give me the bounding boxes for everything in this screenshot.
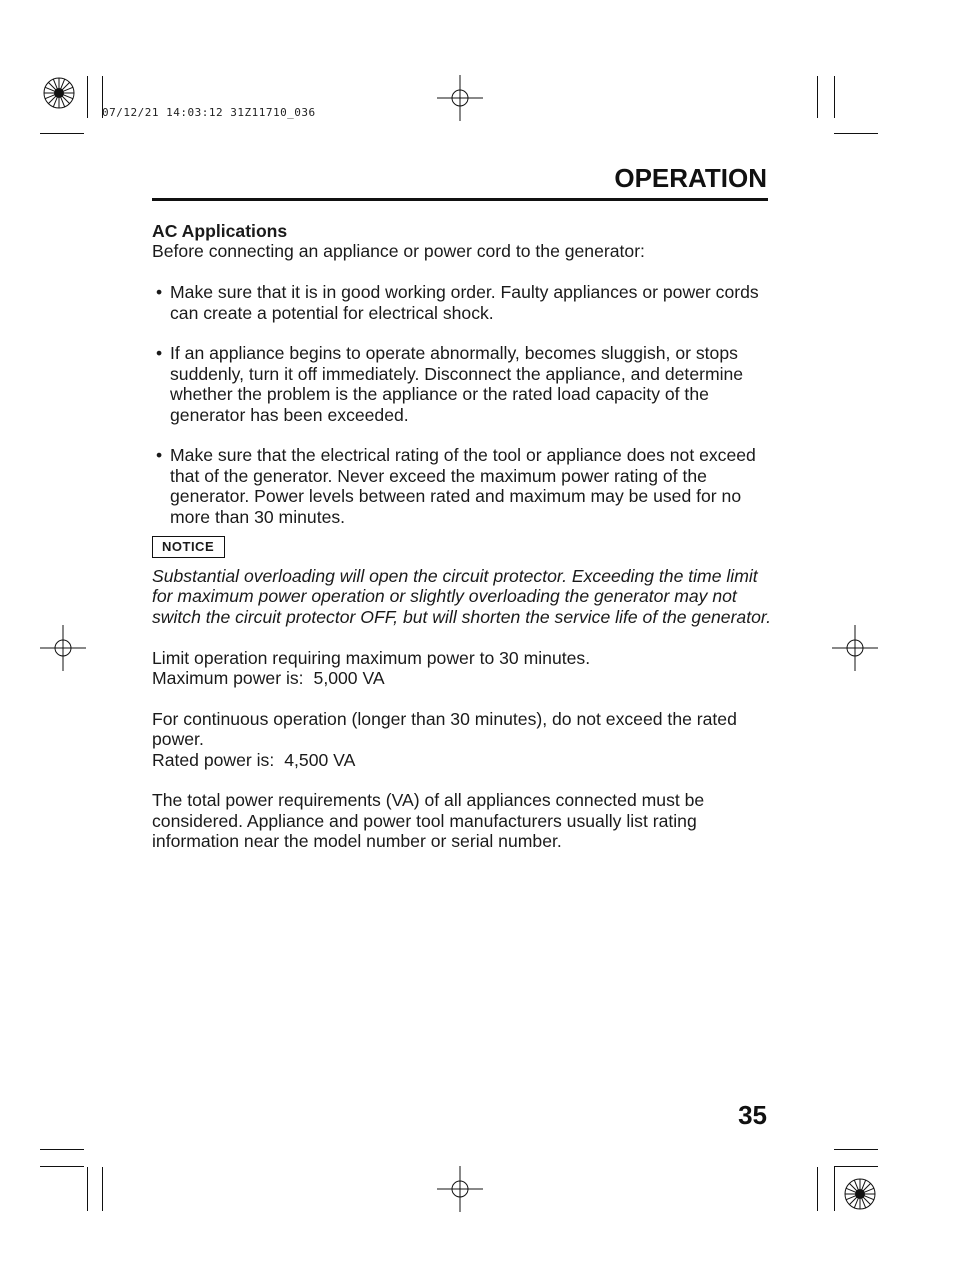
registration-starburst-top-left	[40, 74, 78, 112]
registration-crosshair-bottom	[437, 1166, 483, 1212]
intro-text: Before connecting an appliance or power cord to the generator:	[152, 241, 645, 262]
crop-mark	[817, 1167, 818, 1211]
list-item-text: Make sure that the electrical rating of the tool or appliance does not exceed that of the generator. Never exceed the maximum power rating of the generator. Power levels between rated and maximum may be used for no more than 30 minutes.	[170, 445, 756, 527]
rated-power-sentence: For continuous operation (longer than 30 minutes), do not exceed the rated power.	[152, 708, 737, 750]
crop-mark	[40, 133, 84, 134]
title-rule	[152, 198, 768, 201]
crop-mark	[834, 133, 878, 134]
rated-power-line	[152, 750, 772, 770]
crop-mark	[834, 76, 835, 118]
max-power-line	[152, 668, 772, 688]
rated-power-label: Rated power is:	[152, 749, 275, 770]
crop-mark	[834, 1149, 878, 1150]
print-stamp: 07/12/21 14:03:12 31Z11710_036	[102, 106, 316, 119]
list-item	[152, 343, 772, 425]
crop-mark	[40, 1166, 84, 1167]
max-power-sentence: Limit operation requiring maximum power to 30 minutes.	[152, 647, 591, 668]
registration-starburst-bottom-right	[841, 1175, 879, 1213]
list-item-text: Make sure that it is in good working order. Faulty appliances or power cords can create a potential for electrical shock.	[170, 282, 759, 323]
registration-crosshair-left	[40, 625, 86, 671]
list-item-text: If an appliance begins to operate abnormally, becomes sluggish, or stops suddenly, turn it off immediately. Disconnect the appliance, and determine whether the problem is the appliance or the rated load capacity of the generator has been exceeded.	[170, 343, 744, 425]
crop-mark	[87, 76, 88, 118]
bullet-symbol: •	[156, 445, 163, 466]
page-content	[152, 221, 772, 852]
list-item	[152, 445, 772, 527]
section-title: OPERATION	[614, 163, 767, 193]
precautions-list	[152, 282, 772, 527]
crop-mark	[102, 1167, 103, 1211]
crop-mark	[40, 1149, 84, 1150]
closing-text: The total power requirements (VA) of all appliances connected must be considered. Appliance and power tool manufacturers usually list rating information near the model number or serial number.	[152, 790, 705, 852]
notice-text: Substantial overloading will open the circuit protector. Exceeding the time limit for maximum power operation or slightly overloading the generator may not switch the circuit protector OFF, but will shorten the service life of the generator.	[152, 566, 771, 627]
page-number: 35	[738, 1100, 767, 1130]
rated-power-value: 4,500 VA	[284, 749, 356, 770]
crop-mark	[87, 1167, 88, 1211]
max-power-label: Maximum power is:	[152, 668, 304, 689]
registration-crosshair-right	[832, 625, 878, 671]
crop-mark	[834, 1166, 878, 1167]
registration-crosshair-top	[437, 75, 483, 121]
section-heading: AC Applications	[152, 221, 288, 241]
list-item	[152, 282, 772, 323]
bullet-symbol: •	[156, 343, 163, 364]
crop-mark	[834, 1167, 835, 1211]
bullet-symbol: •	[156, 282, 163, 303]
max-power-value: 5,000 VA	[313, 668, 385, 689]
crop-mark	[817, 76, 818, 118]
notice-label: NOTICE	[152, 536, 225, 558]
